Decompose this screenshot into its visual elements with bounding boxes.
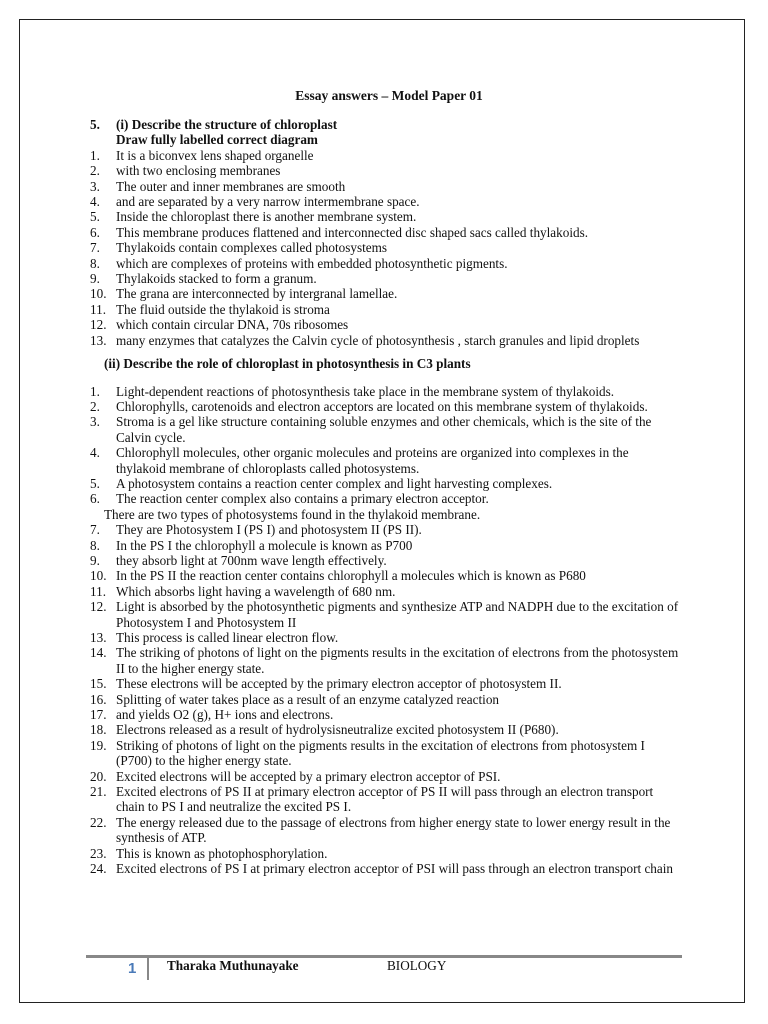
list-item — [90, 194, 680, 209]
list-item-text: The striking of photons of light on the pigments results in the excitation of electrons from the photosystem II to the higher energy state. — [116, 645, 679, 676]
list-item-number: 13. — [90, 332, 107, 348]
list-item — [90, 815, 680, 846]
list-item — [90, 286, 680, 301]
list-item-text: The reaction center complex also contains a primary electron acceptor. — [116, 491, 489, 507]
list-item-number: 3. — [90, 178, 100, 194]
list-item — [90, 491, 680, 506]
list-item-text: which contain circular DNA, 70s ribosomes — [116, 317, 349, 333]
list-item-number: 6. — [90, 491, 100, 507]
list-item-number: 9. — [90, 552, 100, 568]
list-item-number: 5. — [90, 209, 100, 225]
list-item-text: and are separated by a very narrow intermembrane space. — [116, 194, 420, 210]
list-item — [90, 769, 680, 784]
list-item-number: 2. — [90, 163, 100, 179]
list-item — [90, 738, 680, 769]
list-item — [90, 148, 680, 163]
list-item-text: Which absorbs light having a wavelength of 680 nm. — [116, 583, 396, 599]
list-item — [90, 240, 680, 255]
list-item-number: 9. — [90, 271, 100, 287]
list-item-text: and yields O2 (g), H+ ions and electrons. — [116, 707, 334, 723]
list-item — [90, 179, 680, 194]
list-item — [90, 256, 680, 271]
part2-heading: (ii) Describe the role of chloroplast in photosynthesis in C3 plants — [104, 356, 471, 372]
list-item-text: with two enclosing membranes — [116, 163, 281, 179]
page-number: 1 — [128, 960, 137, 977]
list-item-text: They are Photosystem I (PS I) and photosystem II (PS II). — [116, 522, 422, 538]
list-item — [90, 445, 680, 476]
list-item-text: Excited electrons of PS I at primary electron acceptor of PSI will pass through an electron transport chain — [116, 861, 673, 877]
list-item-number: 18. — [90, 722, 107, 738]
list-item-number: 7. — [90, 522, 100, 538]
list-item-number: 13. — [90, 630, 107, 645]
part2-list-b — [90, 522, 680, 876]
list-item-text: Striking of photons of light on the pigments results in the excitation of electrons from photosystem I (P700) to the higher energy state. — [116, 737, 645, 769]
list-item-text: Thylakoids stacked to form a granum. — [116, 271, 317, 287]
part1-list — [90, 148, 680, 348]
list-item-text: they absorb light at 700nm wave length effectively. — [116, 552, 387, 568]
list-item — [90, 553, 680, 568]
list-item — [90, 333, 680, 348]
list-item — [90, 584, 680, 599]
list-item-number: 5. — [90, 475, 100, 491]
list-item — [90, 476, 680, 491]
list-item-number: 24. — [90, 861, 107, 877]
list-item-number: 8. — [90, 255, 100, 271]
list-item-number: 1. — [90, 147, 100, 163]
list-item-text: Stroma is a gel like structure containing soluble enzymes and other chemicals, which is the site of the Calvin cycle. — [116, 414, 652, 445]
list-item-text: Light-dependent reactions of photosynthesis take place in the membrane system of thylakoids. — [116, 383, 615, 399]
list-item — [90, 522, 680, 537]
list-item — [90, 692, 680, 707]
list-item-number: 16. — [90, 691, 107, 707]
list-item-text: Thylakoids contain complexes called photosystems — [116, 240, 388, 256]
list-item — [90, 302, 680, 317]
footer-divider — [147, 958, 149, 980]
list-item — [90, 163, 680, 178]
list-item-text: Chlorophylls, carotenoids and electron acceptors are located on this membrane system of thylakoids. — [116, 398, 648, 414]
list-item-text: These electrons will be accepted by the primary electron acceptor of photosystem II. — [116, 676, 562, 692]
document-body — [90, 117, 680, 877]
list-item-text: Inside the chloroplast there is another membrane system. — [116, 209, 417, 225]
list-item-number: 20. — [90, 768, 107, 784]
list-item-text: Electrons released as a result of hydrolysisneutralize excited photosystem II (P680). — [116, 722, 559, 738]
question-heading — [90, 117, 680, 132]
list-item — [90, 676, 680, 691]
list-item — [90, 846, 680, 861]
part2-list-a — [90, 384, 680, 507]
list-item — [90, 225, 680, 240]
list-item-text: A photosystem contains a reaction center complex and light harvesting complexes. — [116, 475, 553, 491]
list-item — [90, 722, 680, 737]
list-item-text: The fluid outside the thylakoid is stroma — [116, 301, 330, 317]
list-item-number: 17. — [90, 707, 107, 723]
list-item-number: 7. — [90, 240, 100, 256]
list-item — [90, 399, 680, 414]
list-item-number: 12. — [90, 599, 107, 615]
list-item — [90, 209, 680, 224]
list-item-number: 11. — [90, 301, 106, 317]
list-item-text: In the PS I the chlorophyll a molecule is known as P700 — [116, 537, 413, 553]
list-item-number: 1. — [90, 383, 100, 399]
list-item-text: many enzymes that catalyzes the Calvin cycle of photosynthesis , starch granules and lipid droplets — [116, 332, 640, 348]
list-item-number: 11. — [90, 583, 106, 599]
list-item-text: Light is absorbed by the photosynthetic pigments and synthesize ATP and NADPH due to the excitation of Photosystem I and Photosystem II — [116, 599, 679, 630]
question-number: 5. — [90, 117, 100, 132]
list-item — [90, 414, 680, 445]
list-item-number: 4. — [90, 194, 100, 210]
list-item-number: 12. — [90, 317, 107, 333]
list-item-number: 14. — [90, 645, 107, 661]
part1-heading: (i) Describe the structure of chloroplast — [116, 117, 338, 132]
list-item-text: The grana are interconnected by intergranal lamellae. — [116, 286, 398, 302]
part2-note: There are two types of photosystems found in the thylakoid membrane. — [104, 506, 481, 522]
list-item-text: Splitting of water takes place as a result of an enzyme catalyzed reaction — [116, 691, 500, 707]
list-item-text: Excited electrons will be accepted by a primary electron acceptor of PSI. — [116, 768, 501, 784]
list-item-number: 3. — [90, 414, 100, 430]
list-item — [90, 317, 680, 332]
list-item-text: It is a biconvex lens shaped organelle — [116, 147, 314, 163]
list-item — [90, 707, 680, 722]
part1-subheading: Draw fully labelled correct diagram — [116, 132, 318, 148]
list-item-number: 4. — [90, 445, 100, 461]
list-item-number: 6. — [90, 224, 100, 240]
list-item-text: Excited electrons of PS II at primary electron acceptor of PS II will pass through an electron transport chain to PS I and neutralize the excited PS I. — [116, 784, 654, 815]
list-item — [90, 630, 680, 645]
list-item — [90, 599, 680, 630]
list-item — [90, 645, 680, 676]
list-item-number: 21. — [90, 784, 107, 800]
list-item-text: This is known as photophosphorylation. — [116, 845, 328, 861]
list-item — [90, 384, 680, 399]
list-item-text: This process is called linear electron flow. — [116, 630, 339, 645]
list-item-text: which are complexes of proteins with embedded photosynthetic pigments. — [116, 255, 508, 271]
list-item-number: 10. — [90, 286, 107, 302]
list-item-number: 19. — [90, 737, 107, 753]
list-item — [90, 861, 680, 876]
list-item-text: This membrane produces flattened and interconnected disc shaped sacs called thylakoids. — [116, 224, 589, 240]
footer-author: Tharaka Muthunayake — [167, 958, 299, 973]
list-item-number: 2. — [90, 398, 100, 414]
page-title: Essay answers – Model Paper 01 — [295, 88, 483, 103]
list-item-text: The outer and inner membranes are smooth — [116, 178, 346, 194]
footer-subject: BIOLOGY — [387, 958, 447, 973]
list-item — [90, 784, 680, 815]
list-item-text: The energy released due to the passage of electrons from higher energy state to lower energy result in the synthesis of ATP. — [116, 814, 671, 846]
list-item — [90, 538, 680, 553]
list-item-text: Chlorophyll molecules, other organic molecules and proteins are organized into complexes in the thylakoid membrane of chloroplasts called photosystems. — [116, 445, 629, 476]
list-item-number: 8. — [90, 537, 100, 553]
list-item — [90, 568, 680, 583]
list-item-number: 15. — [90, 676, 107, 692]
list-item-text: In the PS II the reaction center contains chlorophyll a molecules which is known as P680 — [116, 568, 586, 584]
list-item-number: 10. — [90, 568, 107, 584]
list-item-number: 23. — [90, 845, 107, 861]
list-item — [90, 271, 680, 286]
list-item-number: 22. — [90, 814, 107, 830]
